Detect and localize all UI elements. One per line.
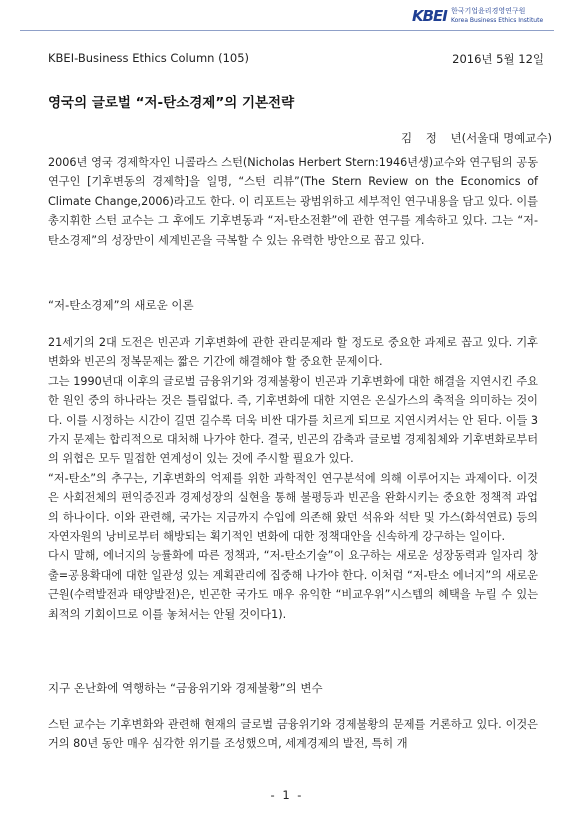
- intro-text: 2006년 영국 경제학자인 니콜라스 스턴(Nicholas Herbert Stern:1946년생)교수와 연구팀의 공동연구인 [기후변동의 경제학]을 일명, “스턴 리뷰”(The Stern Review on the Economics of Climate Change,2006)라고도 한다. 이 리포트는 광범위하고 세부적인 연구내용을 담고 있다. 이를 총지휘한 스턴 교수는 그 후에도 기후변동과 “저-탄소전환”에 관한 연구를 계속하고 있다. 그는 “저-탄소경제”의 성장만이 세계빈곤을 극복할 수 있는 유력한 방안으로 꼽고 있다.: [48, 156, 538, 247]
- paragraph: 다시 말해, 에너지의 능률화에 따른 정책과, “저-탄소기술”이 요구하는 새로운 성장동력과 일자리 창출=공용확대에 대한 일관성 있는 계획관리에 집중해 나가야 한다. 이처럼 “저-탄소 에너지”의 새로운 근원(수력발전과 태양발전)은, 빈곤한 국가도 매우 유익한 “비교우위”시스템의 혜택을 누릴 수 있는 최적의 기회이므로 이를 놓쳐서는 안될 것이다1).: [48, 549, 538, 621]
- author-affiliation: (서울대 명예교수): [461, 131, 552, 145]
- publication-date: 2016년 5월 12일: [452, 52, 544, 66]
- institute-logo: [412, 6, 562, 28]
- paragraph: “저-탄소”의 추구는, 기후변화의 억제를 위한 과학적인 연구분석에 의해 이루어지는 과제이다. 이것은 사회전체의 편익증진과 경제성장의 실현을 통해 불평등과 빈곤을 완화시키는 중요한 정책적 과업의 하나이다. 이와 관련해, 국가는 지금까지 수입에 의존해 왔던 석유와 석탄 및 가스(화석연료) 등의 자연자원의 낭비로부터 해방되는 획기적인 변화에 대한 정책대안을 신속하게 강구하는 일이다.: [48, 471, 538, 544]
- author-line: [401, 130, 552, 146]
- paragraph: 그는 1990년대 이후의 글로벌 금융위기와 경제불황이 빈곤과 기후변화에 대한 해결을 지연시킨 주요한 원인 중의 하나라는 것은 틀림없다. 즉, 기후변화에 대한 지연은 온실가스의 축적을 의미하는 것이다. 이를 시정하는 시간이 길면 길수록 더욱 비싼 대가를 치르게 되므로 지연시켜서는 안 된다. 이들 3가지 문제는 합리적으로 대처해 나가야 한다. 결국, 빈곤의 감축과 글로벌 경제침체와 기후변화로부터의 위협은 모두 밀접한 연계성이 있는 것에 주시할 필요가 있다.: [48, 374, 538, 466]
- column-label: KBEI-Business Ethics Column (105): [48, 51, 250, 65]
- header-divider: [20, 30, 554, 31]
- intro-paragraph: [48, 153, 538, 250]
- author-name: 김 정 년: [400, 131, 462, 145]
- section-heading-theory: “저-탄소경제”의 새로운 이론: [48, 298, 194, 312]
- logo-mark: KBEI: [412, 7, 447, 25]
- logo-english-name: Korea Business Ethics Institute: [451, 17, 544, 24]
- paragraph: 21세기의 2대 도전은 빈곤과 기후변화에 관한 관리문제라 할 정도로 중요한 과제로 꼽고 있다. 기후변화와 빈곤의 정복문제는 짧은 기간에 해결해야 할 중요한 문제이다.: [48, 336, 538, 369]
- section-heading-crisis: 지구 온난화에 역행하는 “금융위기와 경제불황”의 변수: [48, 681, 323, 695]
- paragraph: 스턴 교수는 기후변화와 관련해 현재의 글로벌 금융위기와 경제불황의 문제를 거론하고 있다. 이것은 거의 80년 동안 매우 심각한 위기를 조성했으며, 세계경제의 발전, 특히 개: [48, 718, 538, 751]
- logo-korean-name: 한국기업윤리경영연구원: [451, 7, 526, 15]
- section-crisis-body: [48, 715, 538, 754]
- section-theory-body: [48, 333, 538, 624]
- page-number: - 1 -: [270, 788, 304, 802]
- article-title: 영국의 글로벌 “저-탄소경제”의 기본전략: [48, 95, 295, 111]
